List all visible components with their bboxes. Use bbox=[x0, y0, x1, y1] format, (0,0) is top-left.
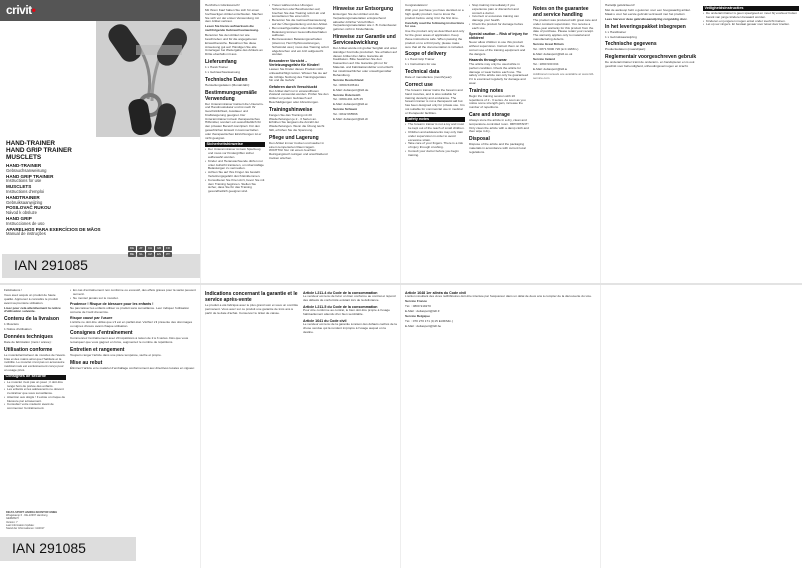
product-photo bbox=[96, 21, 200, 137]
en-careful: Carefully read the following instructions for use. bbox=[405, 20, 465, 29]
nl-tech-text: Productiedatum (maand/jaar): bbox=[605, 47, 646, 52]
fr-service-line: Service Belgique bbox=[405, 314, 430, 319]
fr-entretien-text: Toujours ranger l'article dans une pièce tempérée, sèche et propre. bbox=[70, 352, 162, 357]
fr-heading-contenu: Contenu de la livraison bbox=[4, 316, 60, 323]
en-disposal-text: Dispose of the article and the packaging materials in accordance with current local regulations. bbox=[469, 142, 526, 154]
flag-es: ES bbox=[155, 252, 163, 257]
en-heading-guarantee: Notes on the guarantee and service handling bbox=[533, 6, 589, 18]
fr-service-line: Tél. : 070 270 171 (0,15 EUR/Min.) bbox=[405, 319, 453, 324]
flag-fr: FR bbox=[164, 246, 172, 251]
list-item: • Ne montez jamais sur le musclet. bbox=[70, 297, 196, 301]
en-congrats: Congratulations! bbox=[405, 4, 428, 7]
en-service-line: E-Mail: deltasport@lidl.co.uk bbox=[533, 51, 573, 56]
en-column-2 bbox=[469, 4, 529, 278]
fr-risque-heading: Risque causé par l'usure bbox=[70, 315, 113, 320]
ian-banner-bottom: IAN 291085 bbox=[0, 537, 136, 561]
nl-intro: Met de aankoop hebt u gekozen voor een hoogwaardig artikel. Maak u voor het eerste gebruik vertrouwd met het product. bbox=[605, 7, 691, 16]
language-entry: APARELHOS PARA EXERCÍCIOS DE MÃOS Manual de instruções bbox=[6, 226, 101, 237]
nl-safety-banner: Veiligheidsinstructies bbox=[703, 6, 799, 11]
en-service-line: Service Ireland bbox=[533, 56, 556, 61]
nl-heading-levering: In het leveringspakket inbegrepen bbox=[605, 23, 686, 30]
imprint bbox=[6, 511, 126, 530]
en-service-line: E-Mail: deltasport@lidl.ie bbox=[533, 66, 568, 71]
flag-ch: CH bbox=[147, 246, 153, 250]
fr-page-2 bbox=[200, 285, 400, 568]
de-heading-technische: Technische Daten bbox=[205, 76, 248, 83]
list-item: • Kinderen en jongeren mogen enkel onder toezicht trainen. bbox=[703, 20, 799, 24]
fr-article-heading: Article 1641 du Code civil bbox=[303, 318, 347, 323]
de-heading-garantie: Hinweise zur Garantie und Serviceabwicklung bbox=[333, 33, 396, 46]
de-safety-banner: Sicherheitshinweise bbox=[205, 142, 265, 147]
flag-at: AT bbox=[137, 246, 145, 251]
de-heading-pflege: Pflege und Lagerung bbox=[269, 134, 319, 141]
en-correct-text: The forearm trainer trains the forearm and hand muscles, and is also suitable for training dexterity and endurance. The forearm trainer is not a therapeutic aid but has been designed only for private use. It is not suitable for commercial use in medical or therapeutic facilities. bbox=[405, 87, 465, 115]
en-guarantee-text: The product was produced with great care and under constant supervision. You receive a three-year warranty for this product from the date of purchase. Please retain your receipt. The warranty applies only to material and manufacturing defects. bbox=[533, 18, 597, 41]
de-column-2 bbox=[269, 4, 329, 278]
fr-prudence-text: Ne pas laisser les enfants utiliser ce produit sans surveillance. Leur indiquer l'utilisation correcte de l'outil d'exercice. bbox=[70, 305, 190, 314]
fr-article-heading: Article 1648 1er alinéa du Code civil bbox=[405, 290, 467, 295]
de-delivery-item: 1 x Gebrauchsanweisung bbox=[205, 69, 240, 74]
de-service-line: Tel.: 0800-291 225 25 bbox=[333, 97, 363, 102]
de-service-line: Tel.: 0800-5435111 bbox=[333, 82, 360, 87]
fr-risque-text: L'article ne doit être utilisé que s'il est en parfait état. Vérifiez s'il présente des dommages ou signes d'usure avant chaque utilisation. bbox=[70, 319, 193, 328]
en-heading-care: Care and storage bbox=[469, 111, 510, 118]
flag-be: BE bbox=[128, 252, 136, 257]
de-service-line: E-Mail: deltasport@lidl.de bbox=[333, 87, 369, 92]
nl-page bbox=[600, 0, 802, 283]
list-item: • Stop training immediately if you experience pain or discomfort and consult a doctor. bbox=[469, 4, 529, 15]
de-pflege-text: Den Artikel immer trocken und sauber in einem temperierten Raum lagern. WICHTIG! Nur mit einem feuchten Reinigungstuch reinigen und anschließend trocken wischen. bbox=[269, 140, 328, 160]
en-tech-text: Date of manufacture (month/year): bbox=[405, 75, 453, 80]
en-tips-text: Begin the training session with 20 repetitions of 2 - 3 series. As soon as you notice some strength gain, increase the number of repetitions. bbox=[469, 93, 526, 110]
fr-heading-entretien: Entretien et rangement bbox=[70, 346, 125, 353]
de-erstick-text: Der Artikel darf nur in einwandfreiem Zustand verwendet werden. Prüfen Sie den Artikel vor jedem Gebrauch auf Beschädigungen oder Abnutzungen. bbox=[269, 88, 329, 104]
flag-cz: CZ bbox=[146, 252, 154, 257]
nl-column-2 bbox=[703, 4, 799, 278]
bottom-spread bbox=[0, 285, 802, 568]
brand-logo: crivit• bbox=[6, 3, 36, 17]
fr-article-heading: Article L211-4 du Code de la consommation bbox=[303, 290, 378, 295]
en-intro-2: Use the product only as described and only for the given areas of application. Keep these instructions safe. When passing the product on to a third party, please make sure that all the documentation is included. bbox=[405, 29, 465, 49]
list-item: • Kinder und Heranwachsende dürfen nur unter Aufsicht trainieren, um übermäßige Belastungen zu vermeiden. bbox=[205, 160, 265, 171]
de-kinder-heading: Besonderer Vorsicht – Verletzungsgefahr für Kinder! bbox=[269, 58, 320, 68]
fr-donnees-text: Date de fabrication (mois / année) : bbox=[4, 339, 53, 344]
fr-entrainement-text: Commencez l'entraînement avec 20 répétitions à raison de 2 à 3 séries. Dès que vous remarquez que vous gagnez en force, augmentez le nombre de répétitions. bbox=[70, 336, 189, 345]
fr-service-line: Tél. : 0800 919270 bbox=[405, 304, 431, 309]
list-item: • Achten Sie auf Ihre Finger. Es besteht Verletzungsgefahr durch Einklemmen. bbox=[205, 171, 265, 179]
flag-de: DE bbox=[128, 246, 136, 251]
en-hazard-text: The article may only be used while in perfect condition. Check the article for damage or wear before each use. The safety of the article can only be guaranteed if it is examined regularly for damage and wear. bbox=[469, 61, 529, 85]
de-heading-training: Trainingshinweise bbox=[269, 106, 313, 113]
fr-column-1 bbox=[4, 289, 66, 509]
nl-levering-item: 1 x Gebruiksaanwijzing bbox=[605, 34, 637, 39]
list-item: • Bei bewusstem Belastungsverhalten (Atemnot, Herzrhythmusstörungen, Schwindel usw.) muss das Training sofort abgebrochen und ein Arzt aufgesucht werden. bbox=[269, 38, 329, 57]
nl-safety-list bbox=[703, 12, 799, 27]
top-spread bbox=[0, 0, 802, 283]
fr-bullets bbox=[70, 289, 196, 300]
fr-safety-list bbox=[4, 381, 66, 411]
en-special-text: Never allow children to use this product without supervision. Instruct them on the correct use of the training equipment and the dangers. bbox=[469, 40, 526, 56]
language-entry: HAND-TRAINER Gebrauchsanweisung bbox=[6, 163, 47, 173]
flag-gb: GB bbox=[156, 246, 162, 250]
de-service-line: Service Schweiz bbox=[333, 107, 358, 112]
flag-nl: NL bbox=[137, 252, 145, 257]
en-heading-correct: Correct use bbox=[405, 81, 433, 88]
de-service-line: Tel.: 0842 665566 bbox=[333, 112, 358, 117]
cover-line-2: HAND GRIP TRAINER bbox=[6, 147, 72, 154]
list-item: • Take care of your fingers. There is a risk of injury through crushing. bbox=[405, 142, 465, 150]
en-scope-item: 1 x Hand Grip Trainer bbox=[405, 57, 435, 62]
cover-line-3: MUSCLETS bbox=[6, 154, 42, 161]
list-item: • Konsultieren Sie Ihren Arzt, bevor Sie mit dem Training beginnen. Stellen Sie sicher, dass Sie für das Training gesundheitlich geeignet sind. bbox=[205, 179, 265, 194]
fr-felicitations: Félicitations ! bbox=[4, 289, 23, 292]
nl-levering-item: 1 x Handtrainer bbox=[605, 29, 627, 34]
fr-indications-text: Le produit a été fabriqué avec le plus grand soin et sous un contrôle permanent. Vous avez sur ce produit une garantie de trois ans à partir de la date d'achat. Conservez le ticket de caisse. bbox=[205, 303, 299, 315]
list-item: • Attention aux doigts ! Il existe un risque de blessure par écrasement. bbox=[4, 396, 66, 404]
list-item: • Consultez votre médecin avant de commencer l'entraînement. bbox=[4, 403, 66, 411]
de-intro-emphasis: Lesen Sie hierzu aufmerksam die nachfolgende Gebrauchsanweisung. bbox=[205, 24, 259, 33]
de-service-line: E-Mail: deltasport@lidl.at bbox=[333, 102, 368, 107]
list-item: • Treten während des Übungen Schmerzen oder Beschwerden auf, brechen Sie das Training sofort ab und konsultieren Sie einen Arzt. bbox=[269, 4, 329, 19]
cover-language-list bbox=[6, 164, 101, 238]
nl-heading-tech: Technische gegevens bbox=[605, 41, 657, 48]
list-item: • Les enfants et les adolescents ne doivent s'entraîner que sous surveillance. bbox=[4, 388, 66, 396]
nl-column-1 bbox=[605, 4, 699, 278]
cover-panel bbox=[0, 0, 200, 283]
en-scope-item: 1 x Instructions for use bbox=[405, 62, 437, 67]
nl-heading-gebruik: Reglementair voorgeschreven gebruik bbox=[605, 54, 697, 61]
fr-page-1 bbox=[0, 285, 200, 568]
en-bullets bbox=[469, 4, 529, 31]
fr-heading-mise: Mise au rebut bbox=[70, 359, 103, 366]
fr-service-line: E-Mail : deltasport@lidl.fr bbox=[405, 309, 440, 314]
nl-congrats: Hartelijk gefeliciteerd! bbox=[605, 4, 635, 7]
country-flags bbox=[128, 246, 172, 251]
de-kinder-text: Lassen Sie Kinder dieses Produkt nicht unbeaufsichtigt nutzen. Wissen Sie sie auf die richtige Nutzung des Trainingsgerätes hin und die Gefahr. bbox=[269, 66, 328, 83]
de-service-line: Service Österreich bbox=[333, 92, 361, 97]
fr-article-text: Le vendeur est tenu de la garantie à raison des défauts cachés de la chose vendue qui la rendent impropre à l'usage auquel on la destine. bbox=[303, 322, 397, 334]
imprint-line: Version: 7 bbox=[6, 520, 18, 524]
language-entry: POSILOVAČ RUKOU Návod k obsluze bbox=[6, 205, 51, 216]
back-page bbox=[600, 285, 802, 568]
de-heading-bestimmung: Bestimmungsgemäße Verwendung bbox=[205, 89, 257, 102]
ian-banner: IAN 291085 bbox=[2, 254, 200, 278]
en-column-1 bbox=[405, 4, 465, 278]
fr-heading-indications: Indications concernant la garantie et le service après-vente bbox=[205, 291, 298, 303]
language-entry: HANDTRAINER Gebruiksaanwijzing bbox=[6, 194, 43, 205]
list-item: • En cas d'entraînement non conforme ou excessif, des effets graves pour la santé peuvent survenir. bbox=[70, 289, 196, 297]
de-heading-entsorgung: Hinweise zur Entsorgung bbox=[333, 6, 394, 12]
de-entsorgung-text: Entsorgen Sie den Artikel und die Verpackungsmaterialien entsprechend aktueller örtlicher Vorschriften. Verpackungsmaterialien wie z. B. Folienbeutel gehören nicht in Kinderhände. bbox=[333, 12, 397, 32]
en-heading-tips: Training notes bbox=[469, 87, 504, 94]
de-erstick-heading: Gefahren durch Verschluckt bbox=[269, 84, 317, 89]
fr-column-5 bbox=[405, 289, 597, 563]
fr-column-3 bbox=[205, 289, 299, 563]
list-item: • Children and adolescents may only train under supervision in order to avoid excessive strain. bbox=[405, 131, 465, 142]
fr-page-3 bbox=[400, 285, 600, 568]
de-safety-list bbox=[205, 148, 265, 194]
list-item: • Le musclet n'est pas un jouet ; il doit être rangé hors de portée des enfants. bbox=[4, 381, 66, 389]
de-intro-text: Mit Ihrem Kauf haben Sie sich für einen hochwertigen Artikel entschieden. Machen Sie sich vor der ersten Verwendung mit dem Artikel vertraut. bbox=[205, 7, 263, 24]
list-item: • The forearm trainer is not a toy and must be kept out of the reach of small children. bbox=[405, 123, 465, 131]
de-training-text: Fangen Sie das Training mit 20 Wiederholungen je 2 - 3 Serien an. Erhöhen Sie langsam die Anzahl der Wiederholungen. Wenn die Übung leicht fällt, erhöhen Sie die Spannung. bbox=[269, 112, 325, 132]
en-safety-banner: Safety notes bbox=[405, 117, 465, 122]
fr-mise-text: Éliminez l'article et le matériel d'emballage conformément aux directives locales en vigueur. bbox=[70, 365, 195, 370]
fr-article-text: Le vendeur est tenu de livrer un bien conforme au contrat et répond des défauts de conformité existant lors de la délivrance. bbox=[303, 294, 396, 303]
fr-contenu-item: 1 Notice d'utilisation bbox=[4, 327, 32, 332]
fr-heading-utilisation: Utilisation conforme bbox=[4, 346, 53, 353]
list-item: • Incorrect or excessive training can damage your health. bbox=[469, 15, 529, 23]
list-item: • Let op uw vingers. Er bestaat gevaar voor letsel door knellen. bbox=[703, 23, 799, 27]
imprint-line: Last Information Update: bbox=[6, 523, 35, 527]
list-item: • Der Unterarmtrainer ist kein Spielzeug und muss vor Kindergriffen sicher aufbewahrt werden. bbox=[205, 148, 265, 159]
de-column-1 bbox=[205, 4, 265, 278]
en-intro: With your purchase you have decided on a high quality product. Get to know the product before using it for the first time. bbox=[405, 7, 464, 20]
list-item: • Consult your doctor before you begin training. bbox=[405, 150, 465, 158]
fr-contenu-item: 1 Musclets bbox=[4, 322, 19, 327]
imprint-line: Stand der Informationen: 11/2017 bbox=[6, 527, 45, 531]
fr-article-heading: Article L211-5 du Code de la consommation bbox=[303, 304, 378, 309]
de-bestimmung-text: Der Unterarmtrainer trainiert die Unterarm- und Handmuskulatur und ist nach Ihr Geschicklichkeit, Ausdauer und Kraftsteigerung geeignet. Der Unterarmtrainer ist kein therapeutisches Hilfsmittel, sondern ein ausschließlich für den privaten Bereich konzipiert. Für den gewerblichen Einsatz in kommerziellen oder therapeutischen Einrichtungen ist er nicht geeignet. bbox=[205, 101, 264, 140]
en-service-line: Tel.: 1890 930 034 bbox=[533, 61, 559, 66]
fr-intro: Vous avez acquis un produit de haute qualité. Apprenez à connaître le produit avant sa première utilisation. bbox=[4, 292, 58, 305]
cover-line-1: HAND-TRAINER bbox=[6, 140, 55, 147]
fr-column-2 bbox=[70, 289, 196, 509]
en-hazard-heading: Hazards through wear bbox=[469, 58, 507, 63]
en-page bbox=[400, 0, 600, 283]
de-page bbox=[200, 0, 400, 283]
fr-safety-banner: Consignes de sécurité bbox=[4, 375, 66, 380]
imprint-line: GERMANY bbox=[6, 517, 20, 521]
de-bullets bbox=[269, 4, 329, 57]
en-column-3 bbox=[533, 4, 597, 278]
list-item: • Check the product for damage before each use. bbox=[469, 23, 529, 31]
hand-grip-illustration bbox=[96, 21, 200, 137]
en-safety-list bbox=[405, 123, 465, 157]
fr-prudence-heading: Prudence ! Risque de blessure pour les enfants ! bbox=[70, 301, 154, 306]
language-entry: MUSCLETS Instructions d'emploi bbox=[6, 184, 45, 194]
language-entry: HAND GRIP TRAINER Instructions for use bbox=[6, 173, 54, 184]
fr-article-text: Pour être conforme au contrat, le bien doit être propre à l'usage habituellement attendu d'un bien semblable. bbox=[303, 308, 390, 317]
de-column-3 bbox=[333, 4, 397, 278]
en-heading-scope: Scope of delivery bbox=[405, 51, 447, 58]
de-service-line: Service Deutschland bbox=[333, 77, 364, 82]
fr-heading-entrainement: Consignes d'entraînement bbox=[70, 330, 133, 337]
en-heading-disposal: Disposal bbox=[469, 136, 490, 143]
de-service-line: E-Mail: deltasport@lidl.ch bbox=[333, 117, 369, 122]
nl-gebruik-text: De onderarmtrainer traint de onderarm- en handspieren en is ook geschikt voor behendigheid, uithoudingsvermogen en kracht. bbox=[605, 60, 695, 68]
imprint-line: Wragekamp 6 · DE-22397 Hamburg bbox=[6, 514, 48, 518]
de-garantie-text: Der Artikel wurde mit großer Sorgfalt und unter ständiger Kontrolle produziert. Sie erhalten auf diesen Artikel drei Jahre Garantie ab Kaufdatum. Bitte bewahren Sie den Kassenbon auf. Die Garantie gilt nur für Material- und Fabrikationsfehler und erlischt bei missbräuchlicher oder unsachgemäßer Behandlung. bbox=[333, 45, 397, 77]
en-service-note: Additional manuals are available at www.lidl-service.com bbox=[533, 71, 595, 80]
en-special-heading: Special caution – Risk of injury for children! bbox=[469, 32, 528, 41]
de-delivery-item: 1 x Hand-Trainer bbox=[205, 64, 229, 69]
de-intro-heading: Herzlichen Glückwunsch! bbox=[205, 4, 240, 7]
flag-pt: PT bbox=[164, 252, 172, 257]
fr-lisez: Lisez pour cela attentivement la notice d'utilisation suivante. bbox=[4, 305, 61, 314]
list-item: • Bei unsachgemäßer oder übermäßiger Belastung können Gesundheitsschäden auftreten. bbox=[269, 27, 329, 38]
language-entry: HAND GRIP Instrucciones de uso bbox=[6, 215, 45, 226]
fr-column-4 bbox=[303, 289, 397, 563]
en-service-line: Tel.: 0871 5000 720 (£ 0.10/Min.) bbox=[533, 46, 579, 51]
de-intro-text-2: Benutzen Sie den Artikel nur wie beschrieben und für die angegebenen Einsatzbereiche. Bewahren Sie diese Anweisung gut auf. Händigen Sie alle Unterlagen bei Weitergabe des Artikels an Dritte ebenfalls mit aus. bbox=[205, 33, 263, 57]
fr-heading-donnees: Données techniques bbox=[4, 333, 53, 340]
nl-lees: Lees hiervoor deze gebruiksaanwijzing zorgvuldig door. bbox=[605, 16, 688, 21]
fr-service-line: E-Mail : deltasport@lidl.be bbox=[405, 324, 442, 329]
cover-product-lines bbox=[6, 140, 72, 161]
list-item: • Benutzen Sie die Gebrauchsanweisung auf der Übungsanleitung und den Artikel. bbox=[269, 19, 329, 27]
fr-article-text: L'action résultant des vices rédhibitoires doit être intentée par l'acquéreur dans un délai de deux ans à compter de la découverte du vice. bbox=[405, 294, 592, 299]
fr-service-line: Service France bbox=[405, 299, 428, 304]
en-care-text: Always store the article in a dry, clean and temperature-controlled room. IMPORTANT! Only clean the article with a damp cloth and then wipe it dry. bbox=[469, 117, 529, 134]
country-flags-2 bbox=[128, 252, 172, 257]
en-heading-tech: Technical data bbox=[405, 69, 440, 76]
list-item: • De onderarmtrainer is geen speelgoed en moet bij voorkeur buiten bereik van jonge kinderen bewaard worden. bbox=[703, 12, 799, 20]
fr-utilisation-text: Le musclet/entraîneur de muscles de l'avant-bras et des mains ainsi que l'habileté et la mobilité. Le musclet n'est pas un accessoire médical mais est exclusivement conçu pour un usage privé. bbox=[4, 352, 66, 372]
en-service-line: Service Great Britain bbox=[533, 41, 564, 46]
de-tech-text: Herstellungsdatum (Monat/Jahr): bbox=[205, 82, 251, 87]
de-heading-lieferumfang: Lieferumfang bbox=[205, 58, 237, 65]
imprint-line: DELTA-SPORT HANDELSKONTOR GMBH bbox=[6, 511, 58, 514]
